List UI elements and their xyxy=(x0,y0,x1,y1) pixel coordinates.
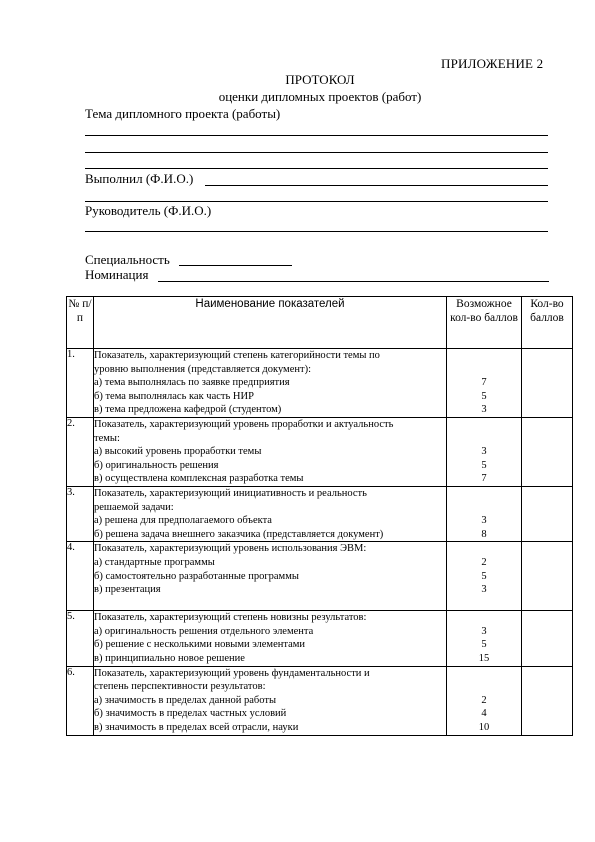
points-value: 2 xyxy=(481,694,487,706)
appendix-label: ПРИЛОЖЕНИЕ 2 xyxy=(441,56,544,71)
indicator-line: степень перспективности результатов: xyxy=(94,681,266,693)
points-value: 7 xyxy=(481,473,487,485)
table-row xyxy=(67,417,573,486)
possible-points-cell xyxy=(447,542,522,611)
topic-line-2 xyxy=(85,152,548,153)
table-row xyxy=(67,349,573,418)
scored-points-input-cell[interactable] xyxy=(522,417,573,486)
points-value xyxy=(447,597,521,611)
indicator-line xyxy=(94,597,446,611)
row-number: 5. xyxy=(67,611,94,666)
col-header-scored-points: Кол-во баллов xyxy=(522,297,573,349)
indicator-line: темы: xyxy=(94,432,120,444)
indicator-line: б) решена задача внешнего заказчика (представляется документ) xyxy=(94,528,384,540)
scored-points-input-cell[interactable] xyxy=(522,611,573,666)
nomination-label: Номинация xyxy=(85,267,149,282)
indicator-line: а) оригинальность решения отдельного элемента xyxy=(94,625,314,637)
possible-points-cell xyxy=(447,666,522,735)
indicator-cell xyxy=(94,486,447,541)
indicator-line: в) принципиально новое решение xyxy=(94,653,245,665)
indicator-line: Показатель, характеризующий уровень фундаментальности и xyxy=(94,667,370,679)
indicator-line: б) оригинальность решения xyxy=(94,459,219,471)
row-number: 4. xyxy=(67,542,94,611)
scored-points-input-cell[interactable] xyxy=(522,542,573,611)
points-value: 15 xyxy=(478,653,490,665)
indicator-line: а) тема выполнялась по заявке предприятия xyxy=(94,377,290,389)
performer-line-2 xyxy=(85,201,548,202)
topic-line-1 xyxy=(85,135,548,136)
points-value: 5 xyxy=(481,459,487,471)
indicator-line: Показатель, характеризующий степень категорийности темы по xyxy=(94,350,380,361)
indicator-line: а) значимость в пределах данной работы xyxy=(94,694,277,706)
specialty-line xyxy=(179,265,292,266)
nomination-line xyxy=(158,281,549,282)
indicator-cell xyxy=(94,611,447,666)
points-value: 4 xyxy=(481,708,487,720)
points-value: 5 xyxy=(481,570,487,582)
topic-line-3 xyxy=(85,168,548,169)
indicator-line: Показатель, характеризующий уровень использования ЭВМ: xyxy=(94,543,367,555)
row-number: 3. xyxy=(67,486,94,541)
col-header-number: № п/п xyxy=(67,297,94,349)
supervisor-label: Руководитель (Ф.И.О.) xyxy=(85,203,212,218)
table-row xyxy=(67,666,573,735)
points-value xyxy=(447,501,521,515)
indicator-line: а) решена для предполагаемого объекта xyxy=(94,515,272,527)
points-value xyxy=(447,432,521,446)
row-number: 6. xyxy=(67,666,94,735)
points-value xyxy=(447,418,521,432)
indicator-line: б) тема выполнялась как часть НИР xyxy=(94,390,254,402)
indicator-line: в) тема предложена кафедрой (студентом) xyxy=(94,404,282,416)
scored-points-input-cell[interactable] xyxy=(522,486,573,541)
scored-points-input-cell[interactable] xyxy=(522,349,573,418)
table-row xyxy=(67,542,573,611)
indicator-line: а) стандартные программы xyxy=(94,556,215,568)
specialty-label: Специальность xyxy=(85,252,170,267)
points-value: 5 xyxy=(481,639,487,651)
points-value xyxy=(447,680,521,694)
possible-points-cell xyxy=(447,611,522,666)
indicator-line: б) самостоятельно разработанные программы xyxy=(94,570,299,582)
performer-label: Выполнил (Ф.И.О.) xyxy=(85,171,194,186)
indicator-line: в) презентация xyxy=(94,584,161,596)
indicator-cell xyxy=(94,417,447,486)
indicator-line: Показатель, характеризующий инициативность и реальность xyxy=(94,487,367,499)
evaluation-table xyxy=(66,296,573,736)
points-value xyxy=(447,542,521,556)
scored-points-input-cell[interactable] xyxy=(522,666,573,735)
table-row xyxy=(67,486,573,541)
points-value: 8 xyxy=(481,528,487,540)
document-title: ПРОТОКОЛ xyxy=(285,72,355,87)
col-header-indicator: Наименование показателей xyxy=(94,297,447,349)
points-value: 3 xyxy=(481,625,487,637)
supervisor-line xyxy=(85,231,548,232)
indicator-cell xyxy=(94,349,447,418)
topic-label: Тема дипломного проекта (работы) xyxy=(85,106,281,121)
points-value: 3 xyxy=(481,446,487,458)
col-header-possible-points: Возможное кол-во баллов xyxy=(447,297,522,349)
document-subtitle: оценки дипломных проектов (работ) xyxy=(218,89,422,104)
points-value: 2 xyxy=(481,556,487,568)
indicator-line: в) значимость в пределах всей отрасли, науки xyxy=(94,722,299,734)
points-value xyxy=(447,349,521,363)
indicator-line: а) высокий уровень проработки темы xyxy=(94,446,262,458)
indicator-line: Показатель, характеризующий степень новизны результатов: xyxy=(94,612,367,624)
row-number: 1. xyxy=(67,349,94,418)
indicator-line: уровню выполнения (представляется документ): xyxy=(94,363,311,375)
indicator-line: б) решение с несколькими новыми элементами xyxy=(94,639,305,651)
points-value: 5 xyxy=(481,390,487,402)
points-value xyxy=(447,611,521,625)
indicator-line: решаемой задачи: xyxy=(94,501,174,513)
points-value: 3 xyxy=(481,584,487,596)
points-value xyxy=(447,363,521,377)
points-value xyxy=(447,487,521,501)
indicator-cell xyxy=(94,542,447,611)
points-value xyxy=(447,667,521,681)
row-number: 2. xyxy=(67,417,94,486)
possible-points-cell xyxy=(447,349,522,418)
possible-points-cell xyxy=(447,417,522,486)
table-row xyxy=(67,611,573,666)
points-value: 3 xyxy=(481,404,487,416)
indicator-line: б) значимость в пределах частных условий xyxy=(94,708,287,720)
points-value: 10 xyxy=(478,722,490,734)
points-value: 7 xyxy=(481,377,487,389)
indicator-cell xyxy=(94,666,447,735)
indicator-line: Показатель, характеризующий уровень проработки и актуальность xyxy=(94,418,394,430)
performer-line xyxy=(205,185,548,186)
points-value: 3 xyxy=(481,515,487,527)
possible-points-cell xyxy=(447,486,522,541)
indicator-line: в) осуществлена комплексная разработка темы xyxy=(94,473,304,485)
